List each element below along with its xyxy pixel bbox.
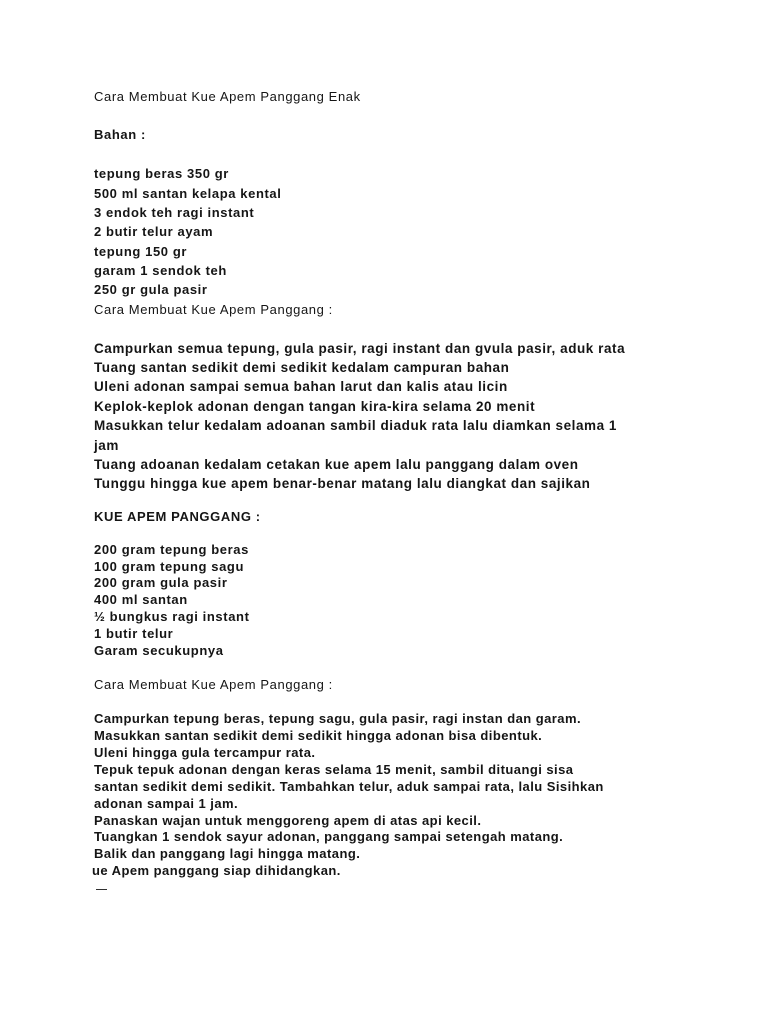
step-line: jam [94, 438, 119, 453]
ingredient-item: 200 gram tepung beras [94, 542, 249, 557]
step-line: Tuang santan sedikit demi sedikit kedalam campuran bahan [94, 360, 510, 375]
steps-heading: Cara Membuat Kue Apem Panggang : [94, 677, 333, 692]
section-heading: KUE APEM PANGGANG : [94, 509, 261, 524]
bahan-item: 2 butir telur ayam [94, 224, 214, 239]
step-line: adonan sampai 1 jam. [94, 796, 239, 811]
step-line: santan sedikit demi sedikit. Tambahkan telur, aduk sampai rata, lalu Sisihkan [94, 779, 604, 794]
step-line: Tuangkan 1 sendok sayur adonan, panggang sampai setengah matang. [94, 829, 564, 844]
ingredient-item: Garam secukupnya [94, 643, 224, 658]
step-line: Tuang adoanan kedalam cetakan kue apem lalu panggang dalam oven [94, 457, 579, 472]
bahan-item: 250 gr gula pasir [94, 282, 208, 297]
bahan-item: 500 ml santan kelapa kental [94, 186, 282, 201]
ingredient-item: 100 gram tepung sagu [94, 559, 244, 574]
step-line: Tunggu hingga kue apem benar-benar matang lalu diangkat dan sajikan [94, 476, 591, 491]
trailing-dash-mark [96, 889, 107, 890]
step-line: Panaskan wajan untuk menggoreng apem di atas api kecil. [94, 813, 482, 828]
step-line: Campurkan tepung beras, tepung sagu, gula pasir, ragi instan dan garam. [94, 711, 582, 726]
bahan-heading: Bahan : [94, 127, 146, 142]
ingredient-item: 1 butir telur [94, 626, 174, 641]
document-title: Cara Membuat Kue Apem Panggang Enak [94, 89, 361, 104]
ingredient-item: 200 gram gula pasir [94, 575, 228, 590]
step-line: Masukkan telur kedalam adoanan sambil diaduk rata lalu diamkan selama 1 [94, 418, 617, 433]
ingredient-item: 400 ml santan [94, 592, 188, 607]
step-line: ue Apem panggang siap dihidangkan. [92, 863, 341, 878]
step-line: Masukkan santan sedikit demi sedikit hingga adonan bisa dibentuk. [94, 728, 543, 743]
step-line: Tepuk tepuk adonan dengan keras selama 15 menit, sambil dituangi sisa [94, 762, 574, 777]
steps-heading: Cara Membuat Kue Apem Panggang : [94, 302, 333, 317]
step-line: Uleni adonan sampai semua bahan larut dan kalis atau licin [94, 379, 508, 394]
bahan-item: 3 endok teh ragi instant [94, 205, 255, 220]
bahan-item: garam 1 sendok teh [94, 263, 227, 278]
step-line: Balik dan panggang lagi hingga matang. [94, 846, 361, 861]
bahan-item: tepung beras 350 gr [94, 166, 229, 181]
bahan-item: tepung 150 gr [94, 244, 188, 259]
step-line: Campurkan semua tepung, gula pasir, ragi instant dan gvula pasir, aduk rata [94, 341, 626, 356]
step-line: Uleni hingga gula tercampur rata. [94, 745, 316, 760]
ingredient-item: ½ bungkus ragi instant [94, 609, 250, 624]
step-line: Keplok-keplok adonan dengan tangan kira-kira selama 20 menit [94, 399, 536, 414]
